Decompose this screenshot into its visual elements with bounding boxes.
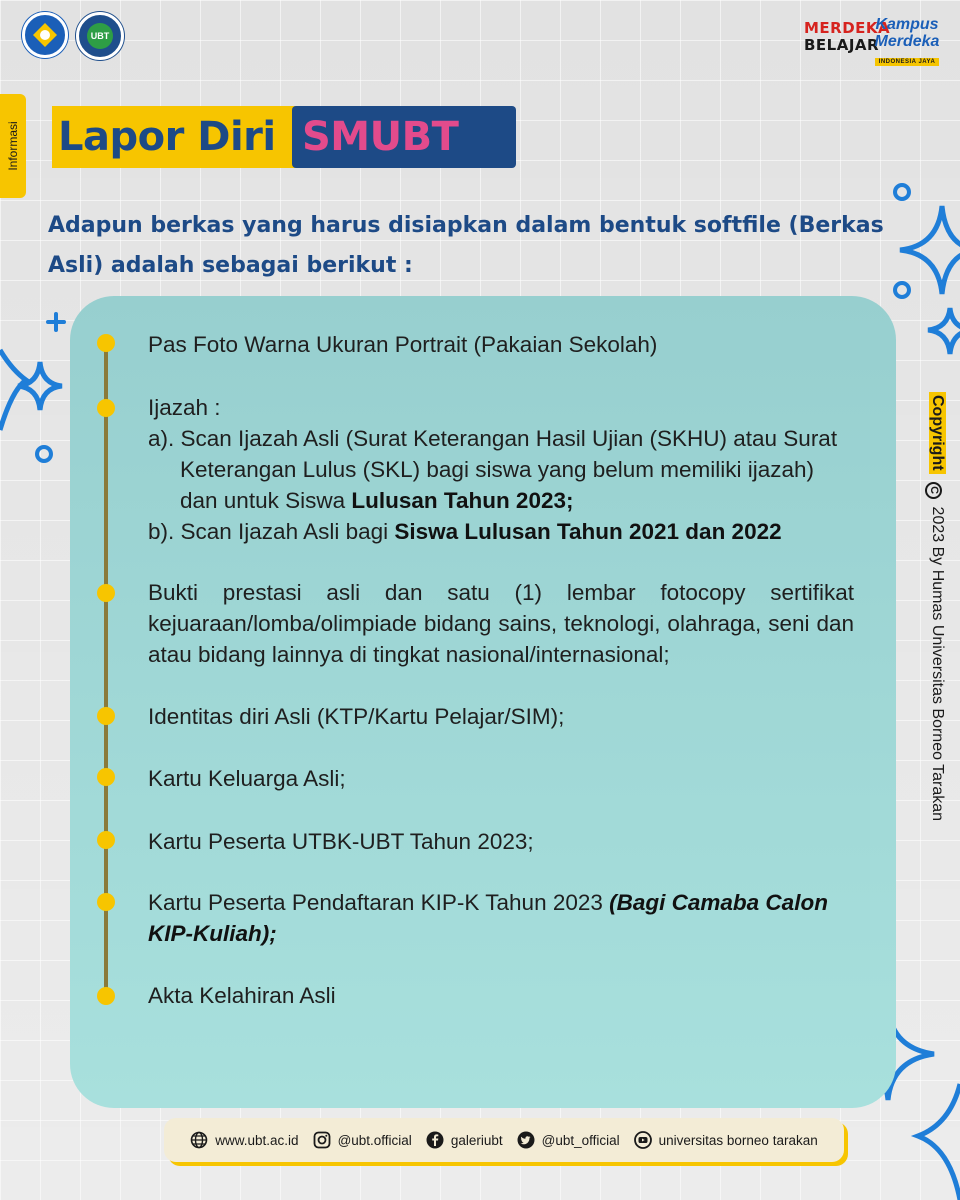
footer-youtube[interactable] xyxy=(634,1131,818,1149)
indonesia-jaya-tag: INDONESIA JAYA xyxy=(875,58,940,66)
ijazah-sub-b xyxy=(148,516,854,547)
bullet-dot xyxy=(97,831,115,849)
title-part1: Lapor Diri xyxy=(58,114,276,160)
title-part2: SMUBT xyxy=(302,114,459,160)
bullet-dot xyxy=(97,584,115,602)
bullet-dot xyxy=(97,399,115,417)
footer-social-bar xyxy=(164,1118,844,1162)
list-item-akta: Akta Kelahiran Asli xyxy=(148,983,336,1008)
merdeka-text-2: Merdeka xyxy=(874,33,940,50)
ubt-logo xyxy=(76,12,124,60)
kampus-merdeka-logo xyxy=(872,16,942,68)
copyright-symbol-icon: C xyxy=(925,482,942,499)
website-text: www.ubt.ac.id xyxy=(215,1132,299,1148)
bullet-dot xyxy=(97,893,115,911)
list-item-pas-foto: Pas Foto Warna Ukuran Portrait (Pakaian Sekolah) xyxy=(148,332,658,357)
facebook-icon xyxy=(426,1131,444,1149)
ijazah-sub-a-bold: Lulusan Tahun 2023; xyxy=(351,488,574,513)
side-tab xyxy=(0,94,26,198)
kip-k-text: Kartu Peserta Pendaftaran KIP-K Tahun 2023 xyxy=(148,890,610,915)
sparkle-group-left-icon xyxy=(0,310,80,470)
instagram-text: @ubt.official xyxy=(337,1132,412,1148)
ubt-logo-text: UBT xyxy=(87,23,113,49)
title-blue-block xyxy=(292,106,516,168)
ijazah-sub-a xyxy=(148,423,854,516)
intro-text: Adapun berkas yang harus disiapkan dalam bentuk softfile (Berkas Asli) adalah sebagai berikut : xyxy=(48,213,884,278)
kampus-text: Kampus xyxy=(875,16,939,33)
footer-facebook[interactable] xyxy=(426,1131,503,1149)
ijazah-sub-b-text: b). Scan Ijazah Asli bagi xyxy=(148,519,395,544)
instagram-icon xyxy=(313,1131,331,1149)
facebook-text: galeriubt xyxy=(450,1132,503,1148)
list-item-kartu-keluarga: Kartu Keluarga Asli; xyxy=(148,766,346,791)
merdeka-text: MERDEKA xyxy=(804,19,891,37)
copyright-notice xyxy=(925,392,946,821)
footer-instagram[interactable] xyxy=(313,1131,412,1149)
list-item-kartu-utbk: Kartu Peserta UTBK-UBT Tahun 2023; xyxy=(148,829,534,854)
belajar-text: BELAJAR xyxy=(804,36,880,54)
youtube-text: universitas borneo tarakan xyxy=(658,1132,818,1148)
title-yellow-block xyxy=(52,106,302,168)
list-item-identitas: Identitas diri Asli (KTP/Kartu Pelajar/SIM); xyxy=(148,704,565,729)
copyright-word: Copyright xyxy=(929,392,946,474)
footer-website[interactable] xyxy=(190,1131,298,1149)
ijazah-sub-b-bold: Siswa Lulusan Tahun 2021 dan 2022 xyxy=(394,519,782,544)
side-tab-label: Informasi xyxy=(6,121,20,171)
ijazah-sub-a-text: a). Scan Ijazah Asli (Surat Keterangan Hasil Ujian (SKHU) atau Surat Keterangan Lulus (SKL) bagi siswa yang belum memiliki ijazah) dan untuk Siswa xyxy=(148,426,838,513)
list-item-ijazah xyxy=(148,392,854,547)
bullet-dot xyxy=(97,707,115,725)
ijazah-heading: Ijazah : xyxy=(148,395,221,420)
tutwuri-logo xyxy=(22,12,68,58)
footer-twitter[interactable] xyxy=(517,1131,620,1149)
kip-k-bold: (Bagi Camaba Calon KIP-Kuliah); xyxy=(148,890,828,946)
list-item-bukti-prestasi: Bukti prestasi asli dan satu (1) lembar fotocopy sertifikat kejuaraan/lomba/olimpiade bidang sains, teknologi, olahraga, seni dan atau bidang lainnya di tingkat nasional/internasional; xyxy=(148,580,854,667)
bullet-dot xyxy=(97,334,115,352)
globe-icon xyxy=(190,1131,208,1149)
list-item-kip-k xyxy=(148,887,854,949)
bullet-dot xyxy=(97,768,115,786)
twitter-text: @ubt_official xyxy=(541,1132,620,1148)
twitter-icon xyxy=(517,1131,535,1149)
bullet-dot xyxy=(97,987,115,1005)
youtube-icon xyxy=(634,1131,652,1149)
copyright-text: 2023 By Humas Universitas Borneo Tarakan xyxy=(929,506,946,822)
tutwuri-emblem-icon xyxy=(30,20,60,50)
